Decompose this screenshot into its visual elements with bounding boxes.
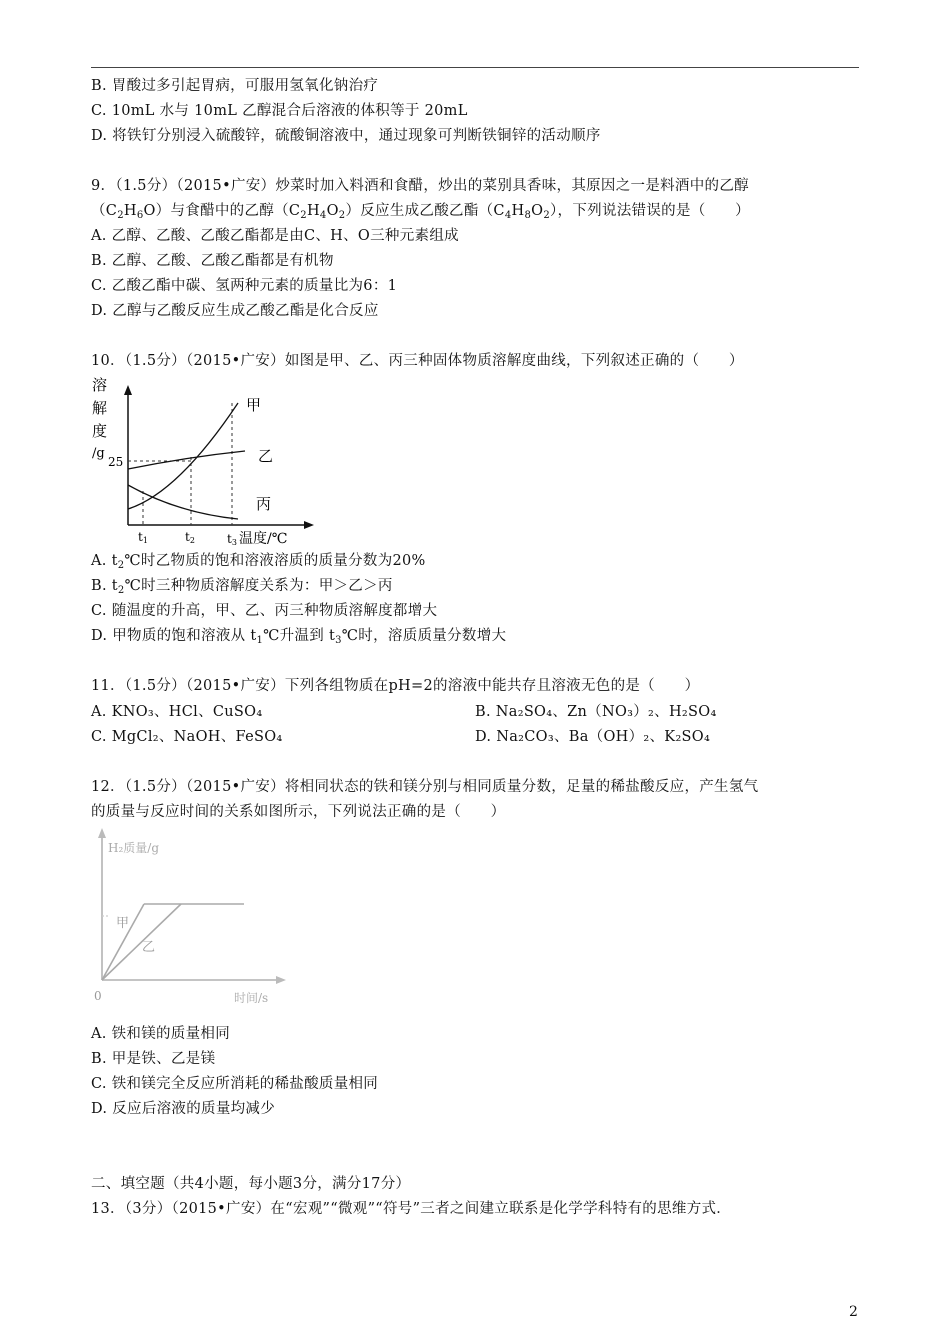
x-axis-arrow (304, 521, 314, 529)
y-axis-label-char: 度 (92, 422, 108, 440)
x-axis-arrow (276, 976, 286, 984)
q10-option-b: B. $t_2℃$时三种物质溶解度关系为：甲＞乙＞丙 (91, 578, 393, 596)
y-axis-label-char: 解 (92, 399, 108, 417)
header-rule (91, 67, 859, 68)
q12-stem-line2: 的质量与反应时间的关系如图所示，下列说法正确的是（ ） (91, 804, 506, 820)
line-label-jia: 甲 (116, 916, 130, 931)
x-axis-label: 时间/s (234, 991, 269, 1004)
line-label-yi: 乙 (142, 940, 156, 955)
q12-stem-line1: 12．（1.5分）（2015•广安）将相同状态的铁和镁分别与相同质量分数，足量的稀盐酸反应，产生氢气 (91, 779, 759, 795)
q12-option-c: C. 铁和镁完全反应所消耗的稀盐酸质量相同 (91, 1076, 379, 1092)
section-2-heading: 二、填空题（共4小题，每小题3分，满分17分） (91, 1176, 411, 1192)
x-tick-t1: t1 (138, 530, 148, 545)
q10-option-d: D. 甲物质的饱和溶液从 $t_1℃$升温到 $t_3℃$时，溶质质量分数增大 (91, 628, 507, 646)
q10-option-a: A. $t_2℃$时乙物质的饱和溶液溶质的质量分数为20% (91, 553, 426, 571)
origin-label: 0 (94, 989, 102, 1003)
y-tick-25: 25 (108, 455, 124, 469)
curve-label-yi: 乙 (258, 447, 274, 465)
q11-option-c: C. MgCl₂、NaOH、FeSO₄ (91, 729, 283, 745)
x-tick-t3: t3 (227, 532, 237, 547)
y-axis-label-char: 溶 (92, 376, 108, 394)
curve-label-jia: 甲 (246, 396, 262, 414)
y-axis-arrow (124, 385, 132, 395)
q9-stem-line2: $(C_2H_6O)$与食醋中的乙醇$(C_2H_4O_2)$反应生成乙酸乙酯$(C_4H_8O_2)$，下列说法错误的是（ ） (91, 203, 750, 221)
y-axis-label-unit: /g (92, 446, 105, 461)
q10-option-c: C. 随温度的升高，甲、乙、丙三种物质溶解度都增大 (91, 603, 438, 619)
q9-option-c: C. 乙酸乙酯中碳、氢两种元素的质量比为6：1 (91, 278, 398, 294)
curve-label-bing: 丙 (256, 495, 272, 513)
q8-option-c: C. 10mL 水与 10mL 乙醇混合后溶液的体积等于 20mL (91, 103, 468, 119)
curve-yi (128, 451, 245, 469)
q9-option-d: D. 乙醇与乙酸反应生成乙酸乙酯是化合反应 (91, 303, 379, 319)
q11-option-b: B. Na₂SO₄、Zn（NO₃）₂、H₂SO₄ (475, 704, 717, 720)
y-axis-label: H₂质量/g (108, 841, 160, 855)
q9-stem-line1: 9．（1.5分）（2015•广安）炒菜时加入料酒和食醋，炒出的菜别具香味，其原因之一是料酒中的乙醇 (91, 178, 749, 194)
x-tick-t2: t2 (185, 530, 195, 545)
q12-option-d: D. 反应后溶液的质量均减少 (91, 1101, 276, 1117)
q12-option-a: A. 铁和镁的质量相同 (91, 1026, 230, 1042)
solubility-graph (88, 373, 328, 548)
q8-option-b: B. 胃酸过多引起胃病，可服用氢氧化钠治疗 (91, 78, 379, 94)
q12-option-b: B. 甲是铁、乙是镁 (91, 1051, 216, 1067)
q11-option-d: D. Na₂CO₃、Ba（OH）₂、K₂SO₄ (475, 729, 711, 745)
q11-stem: 11．（1.5分）（2015•广安）下列各组物质在pH=2的溶液中能共存且溶液无色的是（ ） (91, 678, 700, 694)
q10-stem: 10．（1.5分）（2015•广安）如图是甲、乙、丙三种固体物质溶解度曲线，下列叙述正确的（ ） (91, 353, 744, 369)
q13-stem: 13．（3分）（2015•广安）在“宏观”“微观”“符号”三者之间建立联系是化学学科特有的思维方式． (91, 1201, 732, 1217)
hydrogen-mass-graph (88, 824, 298, 1004)
q9-option-b: B. 乙醇、乙酸、乙酸乙酯都是有机物 (91, 253, 334, 269)
page-number: 2 (849, 1304, 858, 1320)
q9-option-a: A. 乙醇、乙酸、乙酸乙酯都是由C、H、O三种元素组成 (91, 228, 459, 244)
x-axis-label: 温度/℃ (239, 531, 288, 547)
q8-option-d: D. 将铁钉分别浸入硫酸锌，硫酸铜溶液中，通过现象可判断铁铜锌的活动顺序 (91, 128, 601, 144)
y-axis-arrow (98, 828, 106, 838)
q11-option-a: A. KNO₃、HCl、CuSO₄ (91, 704, 263, 720)
